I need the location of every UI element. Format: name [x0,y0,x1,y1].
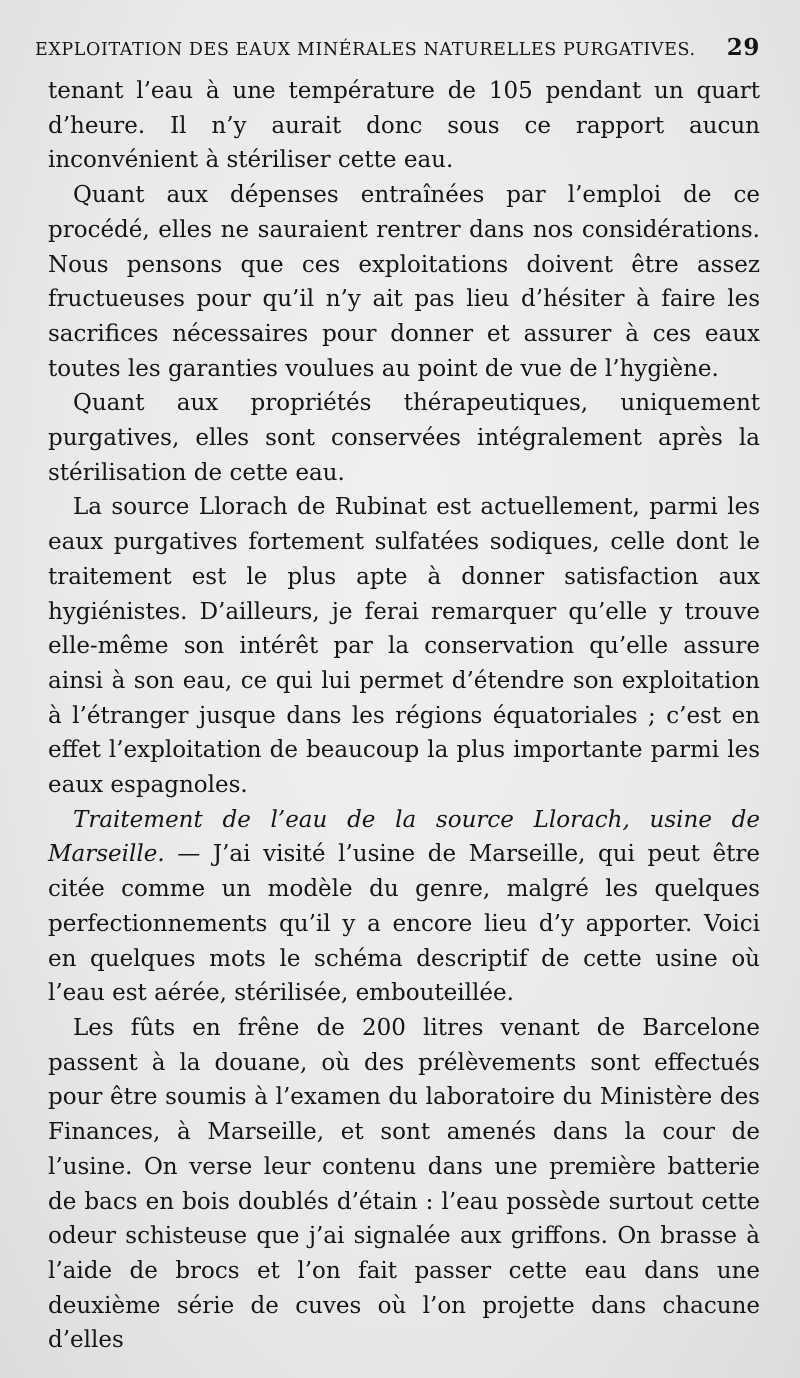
paragraph: Quant aux propriétés thérapeutiques, uniquement purgatives, elles sont conservées intégralement après la stérilisation de cette eau. [48,390,760,486]
paragraph [48,803,760,1011]
body-text [48,74,760,1358]
page-number: 29 [726,34,760,61]
running-head [35,36,760,64]
paragraph: Les fûts en frêne de 200 litres venant de Barcelone passent à la douane, où des prélèvements sont effectués pour être soumis à l’examen du laboratoire du Ministère des Finances, à Marseille, et sont amenés dans la cour de l’usine. On verse leur contenu dans une première batterie de bacs en bois doublés d’étain : l’eau possède surtout cette odeur schisteuse que j’ai signalée aux griffons. On brasse à l’aide de brocs et l’on fait passer cette eau dans une deuxième série de cuves où l’on projette dans chacune d’elles [48,1014,760,1354]
running-title: EXPLOITATION DES EAUX MINÉRALES NATURELLES PURGATIVES. [35,40,696,60]
paragraph: Quant aux dépenses entraînées par l’emploi de ce procédé, elles ne sauraient rentrer dans nos considérations. Nous pensons que ces exploitations doivent être assez fructueuses pour qu’il n’y ait pas lieu d’hésiter à faire les sacrifices nécessaires pour donner et assurer à ces eaux toutes les garanties voulues au point de vue de l’hygiène. [48,182,760,382]
paragraph: tenant l’eau à une température de 105 pendant un quart d’heure. Il n’y aurait donc sous ce rapport aucun inconvénient à stériliser cette eau. [48,78,760,174]
section-heading: Traitement de l’eau de la source Llorach, usine de Marseille. [48,806,760,868]
paragraph: La source Llorach de Rubinat est actuellement, parmi les eaux purgatives fortement sulfatées sodiques, celle dont le traitement est le plus apte à donner satisfaction aux hygiénistes. D’ailleurs, je ferai remarquer qu’elle y trouve elle-même son intérêt par la conservation qu’elle assure ainsi à son eau, ce qui lui permet d’étendre son exploitation à l’étranger jusque dans les régions équatoriales ; c’est en effet l’exploitation de beaucoup la plus importante parmi les eaux espagnoles. [48,494,760,799]
section-text: — J’ai visité l’usine de Marseille, qui peut être citée comme un modèle du genre, malgré les quelques perfectionnements qu’il y a encore lieu d’y apporter. Voici en quelques mots le schéma descriptif de cette usine où l’eau est aérée, stérilisée, embouteillée. [48,841,760,1007]
